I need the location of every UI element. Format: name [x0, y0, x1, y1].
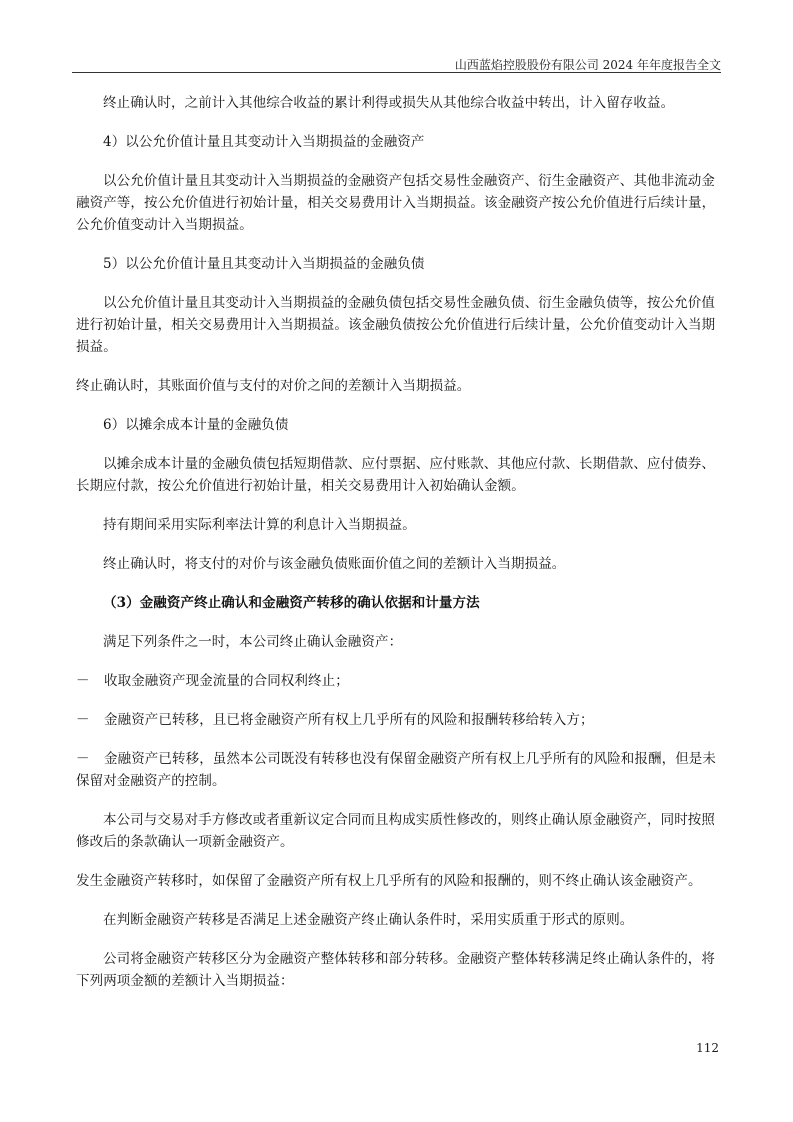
paragraph-retained-risks: 发生金融资产转移时，如保留了金融资产所有权上几乎所有的风险和报酬的，则不终止确认该金融资产。	[76, 873, 702, 889]
list-item-text: 金融资产已转移，且已将金融资产所有权上几乎所有的风险和报酬转移给转入方；	[104, 712, 594, 728]
dash-marker: －	[76, 712, 90, 728]
heading-fvtpl-assets: 4）以公允价值计量且其变动计入当期损益的金融资产	[103, 134, 425, 150]
header-divider	[72, 72, 721, 73]
list-item-text: 收取金融资产现金流量的合同权利终止；	[104, 673, 349, 689]
paragraph-transfer-types: 公司将金融资产转移区分为金融资产整体转移和部分转移。金融资产整体转移满足终止确认条件的，将下列两项金额的差额计入当期损益：	[76, 951, 715, 989]
dash-marker: －	[76, 751, 90, 767]
paragraph-conditions-intro: 满足下列条件之一时，本公司终止确认金融资产：	[103, 634, 403, 650]
heading-fvtpl-liabilities: 5）以公允价值计量且其变动计入当期损益的金融负债	[103, 256, 425, 272]
document-body	[76, 92, 721, 1009]
page-number: 112	[696, 1041, 719, 1055]
report-header-title: 山西蓝焰控股股份有限公司 2024 年年度报告全文	[454, 58, 721, 72]
list-item	[76, 670, 721, 692]
paragraph-interest: 持有期间采用实际利率法计算的利息计入当期损益。	[103, 517, 416, 533]
paragraph-derecognition-oci: 终止确认时，之前计入其他综合收益的累计利得或损失从其他综合收益中转出，计入留存收益。	[103, 95, 675, 111]
list-item	[76, 709, 721, 731]
paragraph-amortized-derecognition: 终止确认时，将支付的对价与该金融负债账面价值之间的差额计入当期损益。	[103, 556, 566, 572]
list-item-text: 金融资产已转移，虽然本公司既没有转移也没有保留金融资产所有权上几乎所有的风险和报酬，但是未保留对金融资产的控制。	[76, 751, 716, 789]
paragraph-substance-over-form: 在判断金融资产转移是否满足上述金融资产终止确认条件时，采用实质重于形式的原则。	[103, 912, 634, 928]
section-heading-asset-derecognition: （3）金融资产终止确认和金融资产转移的确认依据和计量方法	[103, 595, 480, 611]
paragraph-liability-derecognition: 终止确认时，其账面价值与支付的对价之间的差额计入当期损益。	[76, 378, 471, 394]
paragraph-fvtpl-assets: 以公允价值计量且其变动计入当期损益的金融资产包括交易性金融资产、衍生金融资产、其他非流动金融资产等，按公允价值进行初始计量，相关交易费用计入当期损益。该金融资产按公允价值进行后续计量，公允价值变动计入当期损益。	[76, 173, 716, 233]
paragraph-contract-modification: 本公司与交易对手方修改或者重新议定合同而且构成实质性修改的，则终止确认原金融资产，同时按照修改后的条款确认一项新金融资产。	[76, 812, 715, 850]
dash-marker: －	[76, 673, 90, 689]
paragraph-fvtpl-liabilities: 以公允价值计量且其变动计入当期损益的金融负债包括交易性金融负债、衍生金融负债等，按公允价值进行初始计量，相关交易费用计入当期损益。该金融负债按公允价值进行后续计量，公允价值变动计入当期损益。	[76, 295, 716, 355]
list-item	[76, 748, 721, 792]
paragraph-amortized-liabilities: 以摊余成本计量的金融负债包括短期借款、应付票据、应付账款、其他应付款、长期借款、应付债券、长期应付款，按公允价值进行初始计量，相关交易费用计入初始确认金额。	[76, 456, 715, 494]
heading-amortized-liabilities: 6）以摊余成本计量的金融负债	[103, 417, 289, 433]
